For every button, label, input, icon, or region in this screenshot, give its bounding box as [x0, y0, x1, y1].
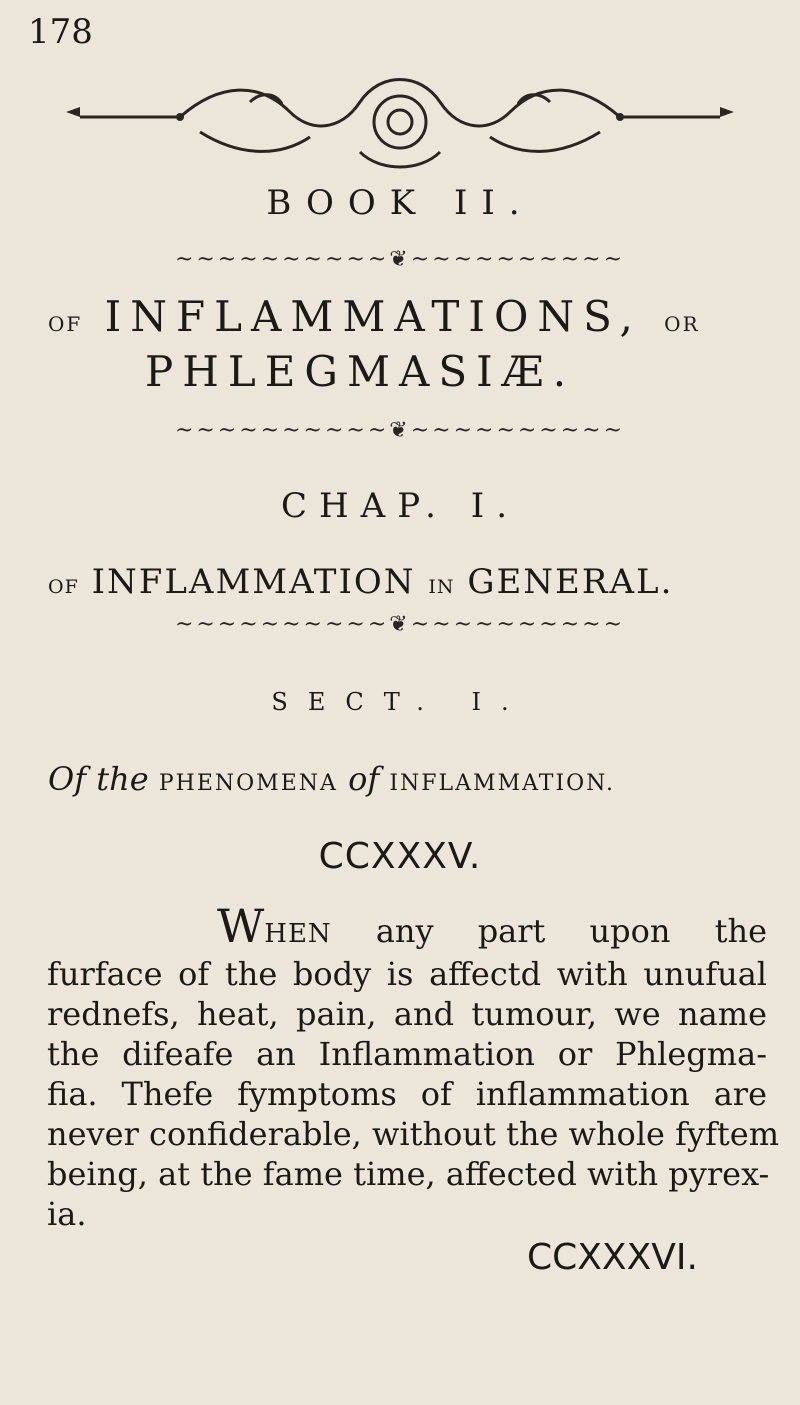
section-heading: SECT. I.	[271, 688, 529, 716]
ornamental-rule: ~~~~~~~~~~❦~~~~~~~~~~	[174, 612, 626, 637]
body-line: rednefs, heat, pain, and tumour, we name	[47, 995, 767, 1033]
body-line-text: any part upon the	[375, 912, 768, 950]
book-title-line2: PHLEGMASIÆ.	[145, 347, 576, 396]
chapter-word2: GENERAL.	[467, 562, 674, 602]
subheading-inflammation: INFLAMMATION.	[389, 771, 616, 796]
book-title-line1	[48, 292, 700, 341]
chapter-prefix: OF	[48, 576, 79, 598]
body-line: ia.	[47, 1195, 87, 1233]
title-main: INFLAMMATIONS,	[104, 292, 642, 341]
title-prefix: OF	[48, 312, 83, 336]
chapter-in: IN	[428, 576, 455, 598]
ornamental-headpiece	[60, 62, 740, 172]
book-heading: BOOK II.	[266, 183, 534, 223]
subheading-of: of	[348, 760, 380, 798]
chapter-word1: INFLAMMATION	[91, 562, 416, 602]
section-subheading	[48, 760, 615, 798]
chapter-heading: CHAP. I.	[280, 486, 520, 526]
drop-initial: W	[217, 899, 265, 953]
ornamental-rule: ~~~~~~~~~~❦~~~~~~~~~~	[174, 418, 626, 443]
body-line	[47, 899, 768, 954]
body-line: fia. Thefe fymptoms of inflammation are	[47, 1075, 767, 1113]
subheading-phenomena: PHENOMENA	[158, 771, 338, 796]
small-caps-word: HEN	[264, 919, 332, 949]
chapter-title	[48, 562, 673, 602]
body-line: the difeafe an Inflammation or Phlegma-	[47, 1035, 767, 1073]
body-line: never confiderable, without the whole fyftem	[47, 1115, 780, 1153]
ornamental-rule: ~~~~~~~~~~❦~~~~~~~~~~	[174, 247, 626, 272]
body-text	[47, 899, 780, 1234]
title-or: OR	[664, 312, 700, 336]
body-line: being, at the fame time, affected with pyrex-	[47, 1155, 770, 1193]
body-line: furface of the body is affectd with unufual	[47, 955, 767, 993]
paragraph-number: CCXXXVI.	[527, 1237, 698, 1278]
page-number: 178	[28, 12, 93, 52]
paragraph-number: CCXXXV.	[318, 836, 482, 877]
subheading-of-the: Of the	[48, 760, 149, 798]
